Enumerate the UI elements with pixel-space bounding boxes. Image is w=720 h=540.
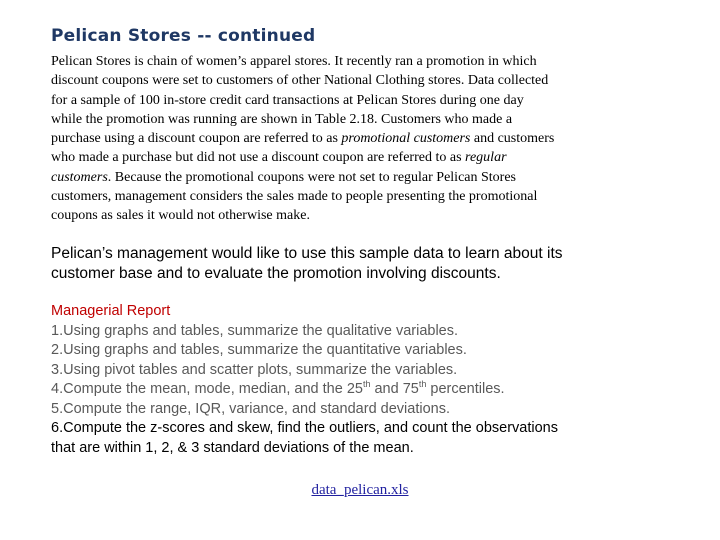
report-item: 5.Compute the range, IQR, variance, and standard deviations. bbox=[51, 400, 450, 417]
report-item: 3.Using pivot tables and scatter plots, summarize the variables. bbox=[51, 361, 458, 378]
goal-line: customer base and to evaluate the promotion involving discounts. bbox=[51, 264, 501, 282]
regular-term: regular bbox=[465, 150, 507, 166]
intro-text: . Because the promotional coupons were not set to regular Pelican Stores bbox=[107, 169, 517, 185]
intro-line: discount coupons were set to customers of other National Clothing stores. Data collected bbox=[51, 73, 549, 89]
intro-text: and customers bbox=[470, 131, 555, 147]
report-item bbox=[51, 380, 691, 400]
intro-line: for a sample of 100 in-store credit card transactions at Pelican Stores during one day bbox=[51, 92, 524, 108]
intro-line bbox=[51, 129, 691, 148]
intro-line: Pelican Stores is chain of women’s apparel stores. It recently ran a promotion in which bbox=[51, 54, 537, 69]
intro-line: customers, management considers the sales made to people presenting the promotional bbox=[51, 189, 538, 205]
slide-title: Pelican Stores -- continued bbox=[51, 26, 316, 46]
data-file-link[interactable]: data_pelican.xls bbox=[311, 482, 409, 498]
report-item: 6.Compute the z-scores and skew, find the outliers, and count the observations bbox=[51, 420, 558, 436]
promotional-customers-term: promotional customers bbox=[341, 131, 471, 147]
intro-line: coupons as sales it would not otherwise make. bbox=[51, 208, 310, 224]
report-item: 1.Using graphs and tables, summarize the qualitative variables. bbox=[51, 322, 459, 339]
managerial-report bbox=[51, 302, 691, 458]
report-item-continued: that are within 1, 2, & 3 standard deviations of the mean. bbox=[51, 439, 414, 456]
intro-line: while the promotion was running are shown in Table 2.18. Customers who made a bbox=[51, 111, 513, 127]
report-item: 2.Using graphs and tables, summarize the quantitative variables. bbox=[51, 342, 467, 358]
report-heading: Managerial Report bbox=[51, 303, 171, 319]
report-item-text: and 75 bbox=[370, 381, 419, 397]
goal-paragraph bbox=[51, 244, 691, 283]
intro-text: who made a purchase but did not use a discount coupon are referred to as bbox=[51, 150, 466, 166]
customers-term: customers bbox=[51, 169, 108, 185]
superscript: th bbox=[362, 379, 371, 390]
report-item-text: 4.Compute the mean, mode, median, and the 25 bbox=[51, 381, 363, 397]
intro-paragraph bbox=[51, 52, 691, 226]
goal-line: Pelican’s management would like to use this sample data to learn about its bbox=[51, 245, 563, 262]
intro-text: purchase using a discount coupon are referred to as bbox=[51, 131, 342, 147]
report-item-text: percentiles. bbox=[426, 381, 505, 397]
superscript: th bbox=[418, 379, 427, 390]
intro-line bbox=[51, 168, 691, 187]
intro-line bbox=[51, 148, 691, 167]
